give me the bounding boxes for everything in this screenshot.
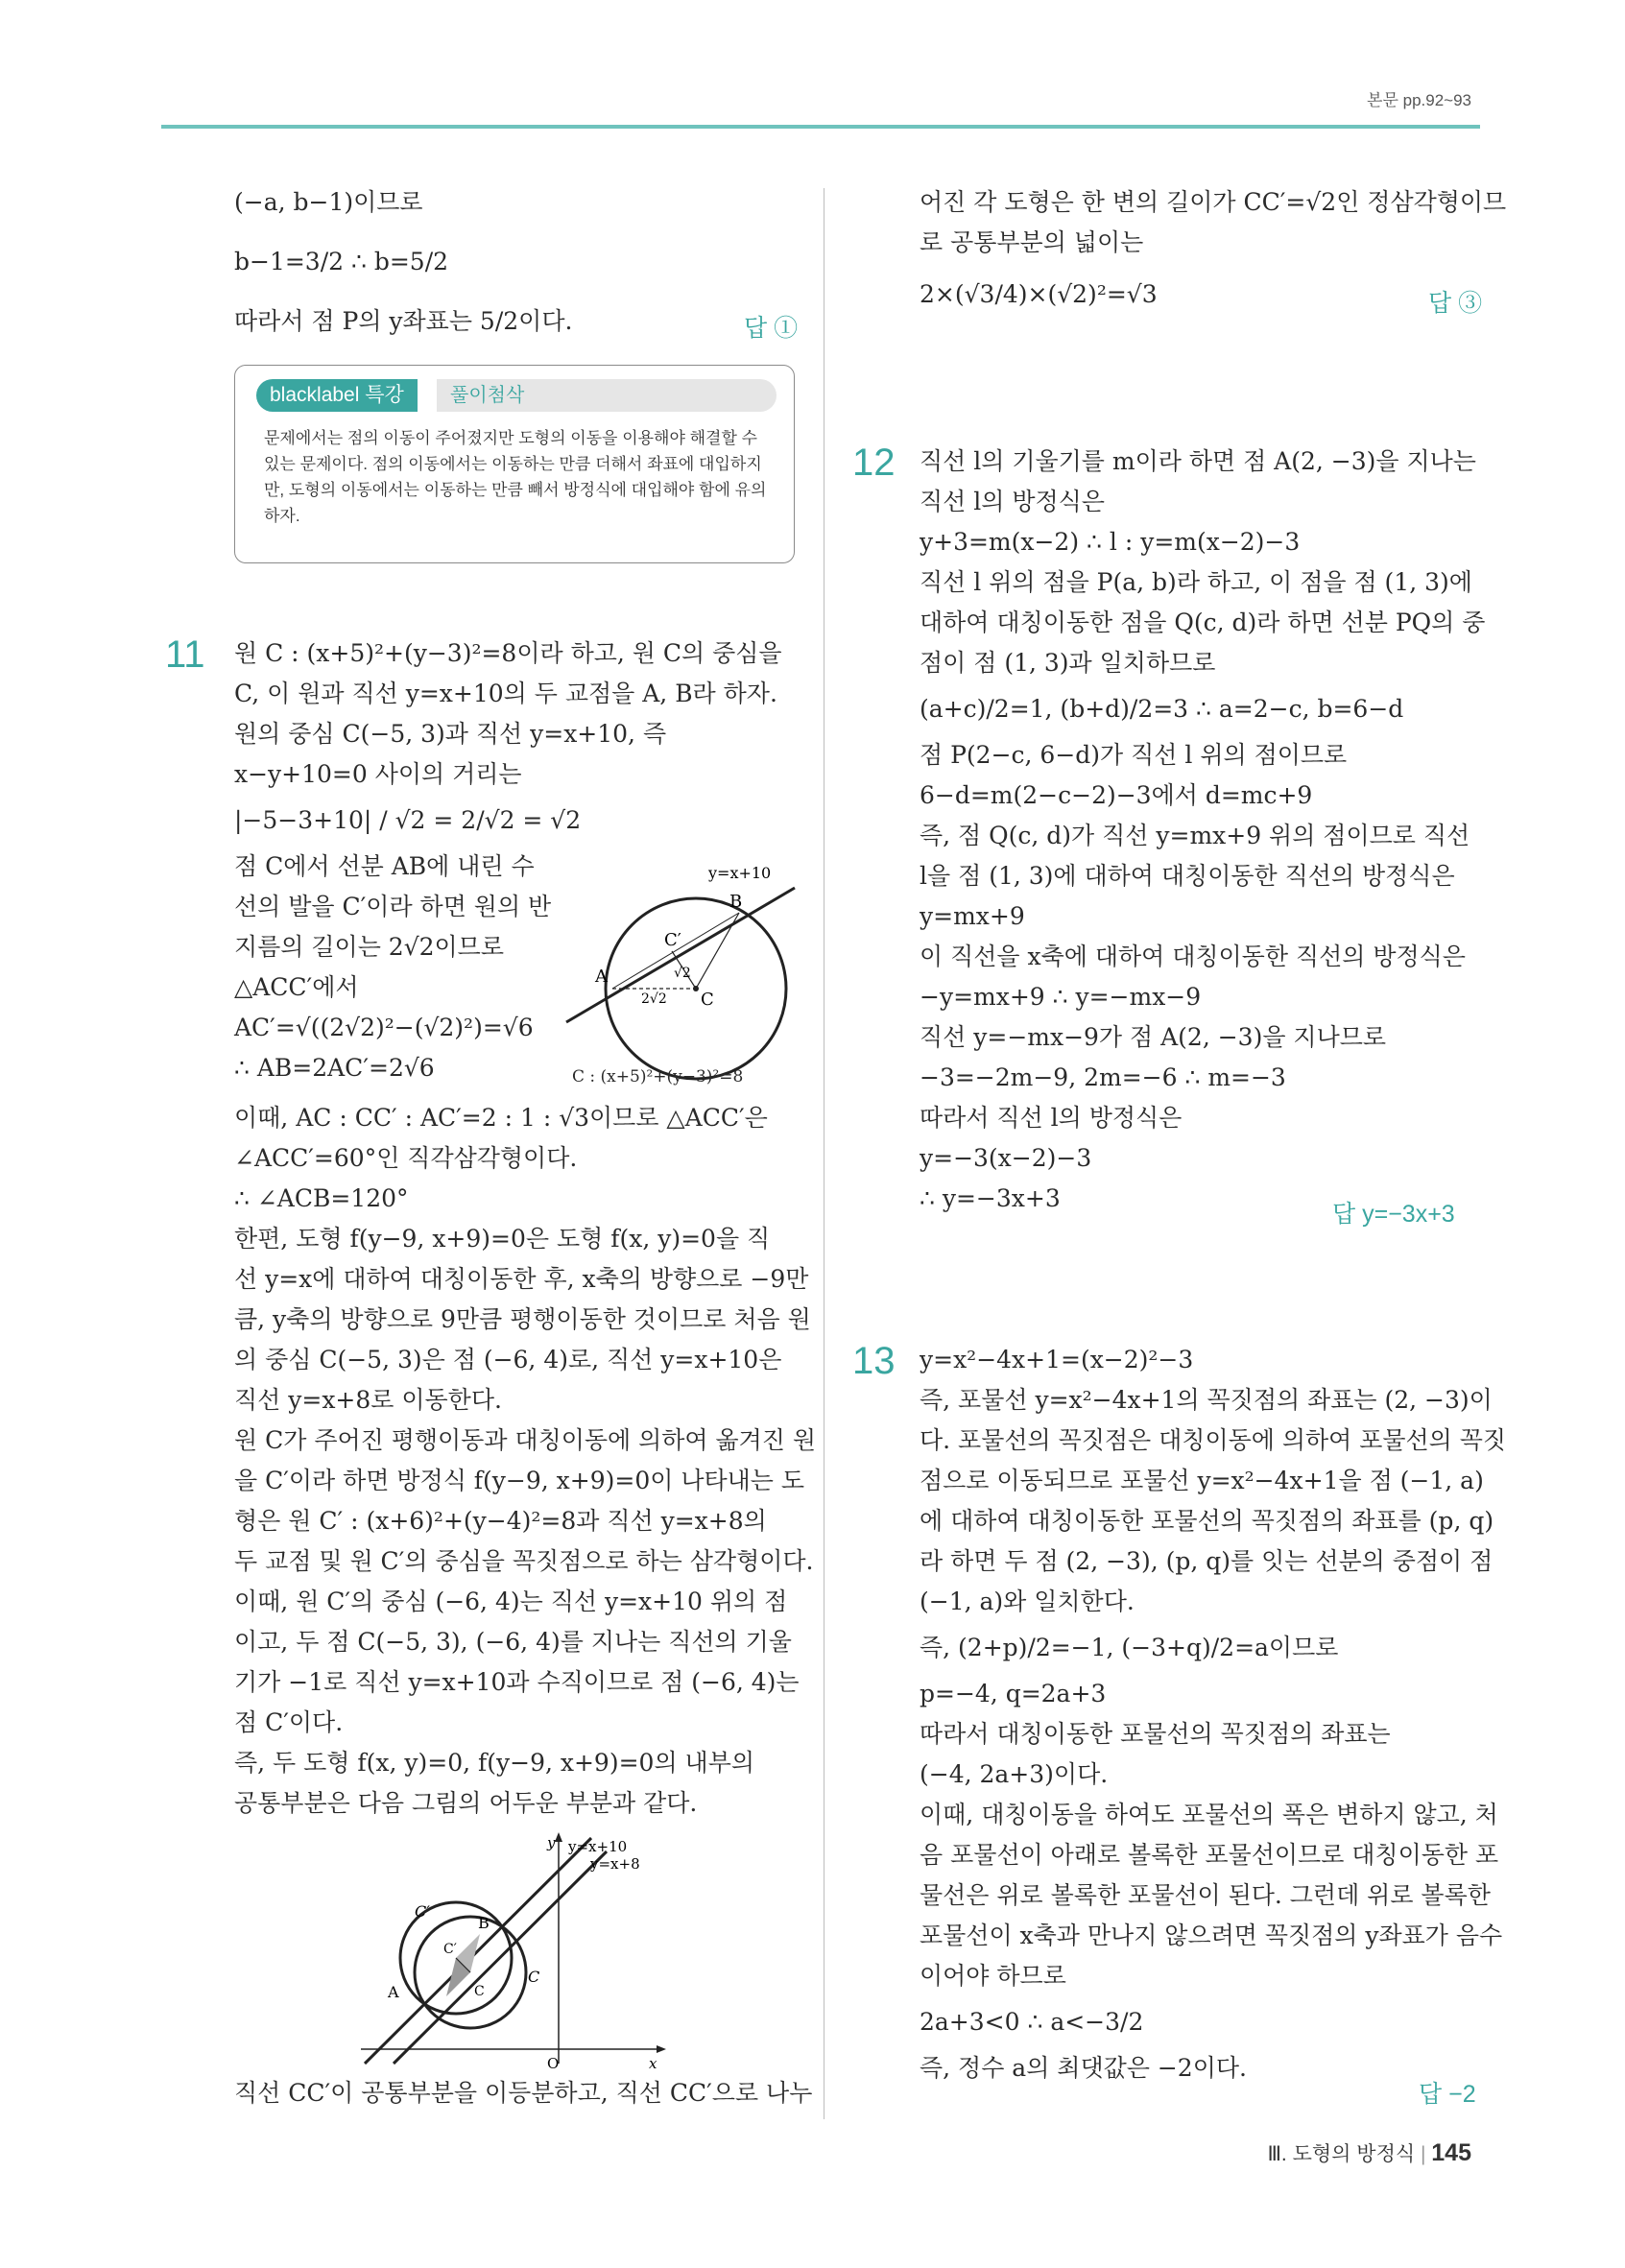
line-y-x-10 <box>566 888 795 1022</box>
answer-10: 답 ① <box>744 315 799 342</box>
text-line: 지름의 길이는 2√2이므로 <box>234 933 504 961</box>
y-axis-arrow <box>555 1832 562 1842</box>
text-line: AC′=√((2√2)²−(√2)²)=√6 <box>234 1014 534 1041</box>
tip-body: 문제에서는 점의 이동이 주어졌지만 도형의 이동을 이용해야 해결할 수 있는 문제이다. 점의 이동에서는 이동하는 만큼 더해서 좌표에 대입하지만, 도형의 이동에서는 이동하는 만큼 빼서 방정식에 대입해야 함에 유의하자. <box>264 429 767 525</box>
label-line-8: y=x+8 <box>590 1855 640 1873</box>
text-line: 의 중심 C(−5, 3)은 점 (−6, 4)로, 직선 y=x+10은 <box>234 1346 782 1373</box>
text-line: (−a, b−1)이므로 <box>234 188 423 216</box>
problem-number-11: 11 <box>165 633 205 676</box>
text-line: 이어야 하므로 <box>920 1962 1066 1990</box>
chapter-title: Ⅲ. 도형의 방정식 <box>1267 2143 1416 2165</box>
text-line: 따라서 직선 l의 방정식은 <box>920 1104 1183 1132</box>
circle-equation-label: C : (x+5)²+(y−3)²=8 <box>572 1067 744 1086</box>
label-c: C <box>701 990 714 1010</box>
problem-number-12: 12 <box>852 442 896 484</box>
text-line: 따라서 점 P의 y좌표는 5/2이다. <box>234 307 573 335</box>
answer-13: 답 −2 <box>1419 2081 1476 2108</box>
label-b: B <box>478 1914 490 1932</box>
text-line: 즉, 정수 a의 최댓값은 −2이다. <box>920 2054 1247 2082</box>
line-y-x-10 <box>365 1838 591 2064</box>
text-line: 기가 −1로 직선 y=x+10과 수직이므로 점 (−6, 4)는 <box>234 1668 800 1696</box>
text-line: 직선 CC′이 공통부분을 이등분하고, 직선 CC′으로 나누 <box>234 2079 813 2107</box>
text-line: 직선 y=x+8로 이동한다. <box>234 1386 502 1414</box>
text-line: 물선은 위로 볼록한 포물선이 된다. 그런데 위로 볼록한 <box>920 1881 1491 1909</box>
text-line: 을 C′이라 하면 방정식 f(y−9, x+9)=0이 나타내는 도 <box>234 1467 805 1494</box>
text-line: 공통부분은 다음 그림의 어두운 부분과 같다. <box>234 1789 698 1817</box>
page-reference: 본문 pp.92~93 <box>1367 91 1471 109</box>
label-x: x <box>649 2055 657 2072</box>
x-axis-arrow <box>657 2045 666 2053</box>
text-line: 6−d=m(2−c−2)−3에서 d=mc+9 <box>920 781 1313 809</box>
label-a: A <box>595 967 608 987</box>
page-number: 145 <box>1431 2139 1471 2166</box>
text-line: (−4, 2a+3)이다. <box>920 1760 1109 1788</box>
text-line: 원 C가 주어진 평행이동과 대칭이동에 의하여 옮겨진 원 <box>234 1426 817 1454</box>
text-line: b−1=3/2 ∴ b=5/2 <box>234 248 449 275</box>
center-point <box>693 986 699 991</box>
label-y: y <box>547 1834 556 1851</box>
text-line: 원 C : (x+5)²+(y−3)²=8이라 하고, 원 C의 중심을 <box>234 639 782 667</box>
text-line: 점이 점 (1, 3)과 일치하므로 <box>920 649 1216 677</box>
text-line: y=x²−4x+1=(x−2)²−3 <box>920 1346 1194 1373</box>
text-line: 로 공통부분의 넓이는 <box>920 228 1144 256</box>
text-line: 두 교점 및 원 C′의 중심을 꼭짓점으로 하는 삼각형이다. <box>234 1547 814 1575</box>
text-line: 라 하면 두 점 (2, −3), (p, q)를 잇는 선분의 중점이 점 <box>920 1547 1494 1575</box>
text-line: (−1, a)와 일치한다. <box>920 1588 1135 1615</box>
text-line: 선 y=x에 대하여 대칭이동한 후, x축의 방향으로 −9만 <box>234 1265 809 1293</box>
label-c-prime-center: C′ <box>443 1942 457 1957</box>
left-top-text <box>234 182 572 342</box>
header-rule <box>161 125 1480 129</box>
text-line: 직선 l의 방정식은 <box>920 488 1105 515</box>
text-line: y=mx+9 <box>920 902 1025 930</box>
p12-text <box>920 442 1485 1219</box>
text-line: 다. 포물선의 꼭짓점은 대칭이동에 의하여 포물선의 꼭짓 <box>920 1426 1507 1454</box>
page-footer <box>1267 2138 1471 2167</box>
text-line: y+3=m(x−2) ∴ l : y=m(x−2)−3 <box>920 528 1301 556</box>
text-line: p=−4, q=2a+3 <box>920 1680 1107 1707</box>
text-line: (a+c)/2=1, (b+d)/2=3 ∴ a=2−c, b=6−d <box>920 695 1404 723</box>
text-line: ∴ y=−3x+3 <box>920 1184 1061 1212</box>
text-line: 대하여 대칭이동한 점을 Q(c, d)라 하면 선분 PQ의 중 <box>920 609 1486 636</box>
text-line: ∴ ∠ACB=120° <box>234 1184 409 1212</box>
text-line: 어진 각 도형은 한 변의 길이가 CC′=√2인 정삼각형이므 <box>920 188 1507 216</box>
overlap-figure <box>355 1828 672 2073</box>
text-line: x−y+10=0 사이의 거리는 <box>234 760 522 788</box>
text-line: 즉, 포물선 y=x²−4x+1의 꼭짓점의 좌표는 (2, −3)이 <box>920 1386 1493 1414</box>
text-line: 에 대하여 대칭이동한 포물선의 꼭짓점의 좌표를 (p, q) <box>920 1507 1494 1535</box>
label-a: A <box>388 1983 399 2001</box>
label-2sqrt2: 2√2 <box>641 991 667 1007</box>
text-line: 즉, 두 도형 f(x, y)=0, f(y−9, x+9)=0의 내부의 <box>234 1749 754 1777</box>
label-line-10: y=x+10 <box>568 1838 628 1855</box>
text-line: 음 포물선이 아래로 볼록한 포물선이므로 대칭이동한 포 <box>920 1841 1499 1869</box>
text-line: 선의 발을 C′이라 하면 원의 반 <box>234 893 552 920</box>
text-line: C, 이 원과 직선 y=x+10의 두 교점을 A, B라 하자. <box>234 680 777 707</box>
text-line: 2a+3<0 ∴ a<−3/2 <box>920 2008 1144 2036</box>
footer-separator: | <box>1420 2143 1432 2165</box>
text-line: 이때, AC : CC′ : AC′=2 : 1 : √3이므로 △ACC′은 <box>234 1104 768 1132</box>
tip-tag: blacklabel 특강 <box>256 379 418 412</box>
text-line: 즉, 점 Q(c, d)가 직선 y=mx+9 위의 점이므로 직선 <box>920 822 1470 849</box>
text-line: 따라서 대칭이동한 포물선의 꼭짓점의 좌표는 <box>920 1720 1391 1748</box>
line-y-x-8 <box>394 1851 607 2064</box>
text-line: ∴ AB=2AC′=2√6 <box>234 1054 435 1082</box>
text-line: −3=−2m−9, 2m=−6 ∴ m=−3 <box>920 1063 1286 1091</box>
problem-number-13: 13 <box>852 1340 896 1382</box>
tip-box <box>234 365 795 563</box>
text-line: 즉, (2+p)/2=−1, (−3+q)/2=a이므로 <box>920 1634 1339 1661</box>
label-origin: O <box>547 2055 560 2072</box>
text-line: −y=mx+9 ∴ y=−mx−9 <box>920 983 1202 1011</box>
label-sqrt2: √2 <box>674 966 691 981</box>
text-line: 이때, 원 C′의 중심 (−6, 4)는 직선 y=x+10 위의 점 <box>234 1588 788 1615</box>
text-line: 점으로 이동되므로 포물선 y=x²−4x+1을 점 (−1, a) <box>920 1467 1484 1494</box>
text-line: 형은 원 C′ : (x+6)²+(y−4)²=8과 직선 y=x+8의 <box>234 1507 767 1535</box>
answer-11: 답 ③ <box>1428 290 1483 317</box>
label-circle-c-prime: C′ <box>415 1902 430 1921</box>
label-b: B <box>729 892 743 912</box>
text-line: △ACC′에서 <box>234 973 359 1001</box>
text-line: l을 점 (1, 3)에 대하여 대칭이동한 직선의 방정식은 <box>920 862 1455 890</box>
text-line: y=−3(x−2)−3 <box>920 1144 1092 1172</box>
text-line: 한편, 도형 f(y−9, x+9)=0은 도형 f(x, y)=0을 직 <box>234 1225 771 1253</box>
label-c-prime: C′ <box>664 930 681 950</box>
text-line: ∠ACC′=60°인 직각삼각형이다. <box>234 1144 578 1172</box>
radius-bc <box>696 913 739 989</box>
text-line: 2×(√3/4)×(√2)²=√3 <box>920 280 1158 308</box>
text-line: 점 C′이다. <box>234 1708 344 1736</box>
text-line: |−5−3+10| / √2 = 2/√2 = √2 <box>234 806 582 834</box>
text-line: 원의 중심 C(−5, 3)과 직선 y=x+10, 즉 <box>234 720 667 748</box>
text-line: 점 P(2−c, 6−d)가 직선 l 위의 점이므로 <box>920 741 1348 769</box>
label-line: y=x+10 <box>708 864 772 882</box>
text-line: 이고, 두 점 C(−5, 3), (−6, 4)를 지나는 직선의 기울 <box>234 1628 792 1656</box>
text-line: 큼, y축의 방향으로 9만큼 평행이동한 것이므로 처음 원 <box>234 1305 811 1333</box>
label-c: C <box>474 1984 485 1999</box>
p13-text <box>920 1340 1506 2089</box>
text-line: 점 C에서 선분 AB에 내린 수 <box>234 852 535 880</box>
p11-text-b <box>234 1098 816 1824</box>
text-line: 포물선이 x축과 만나지 않으려면 꼭짓점의 y좌표가 음수 <box>920 1922 1503 1949</box>
text-line: 이때, 대칭이동을 하여도 포물선의 폭은 변하지 않고, 처 <box>920 1801 1498 1828</box>
answer-12: 답 y=−3x+3 <box>1332 1201 1455 1228</box>
text-line: 이 직선을 x축에 대하여 대칭이동한 직선의 방정식은 <box>920 943 1466 970</box>
right-top-text <box>920 182 1506 315</box>
text-line: 직선 y=−mx−9가 점 A(2, −3)을 지나므로 <box>920 1023 1387 1051</box>
label-circle-c: C <box>528 1968 540 1986</box>
p11-last-line <box>234 2073 812 2113</box>
text-line: 직선 l 위의 점을 P(a, b)라 하고, 이 점을 점 (1, 3)에 <box>920 568 1472 596</box>
tip-subtag: 풀이첨삭 <box>437 379 777 412</box>
text-line: 직선 l의 기울기를 m이라 하면 점 A(2, −3)을 지나는 <box>920 447 1476 475</box>
